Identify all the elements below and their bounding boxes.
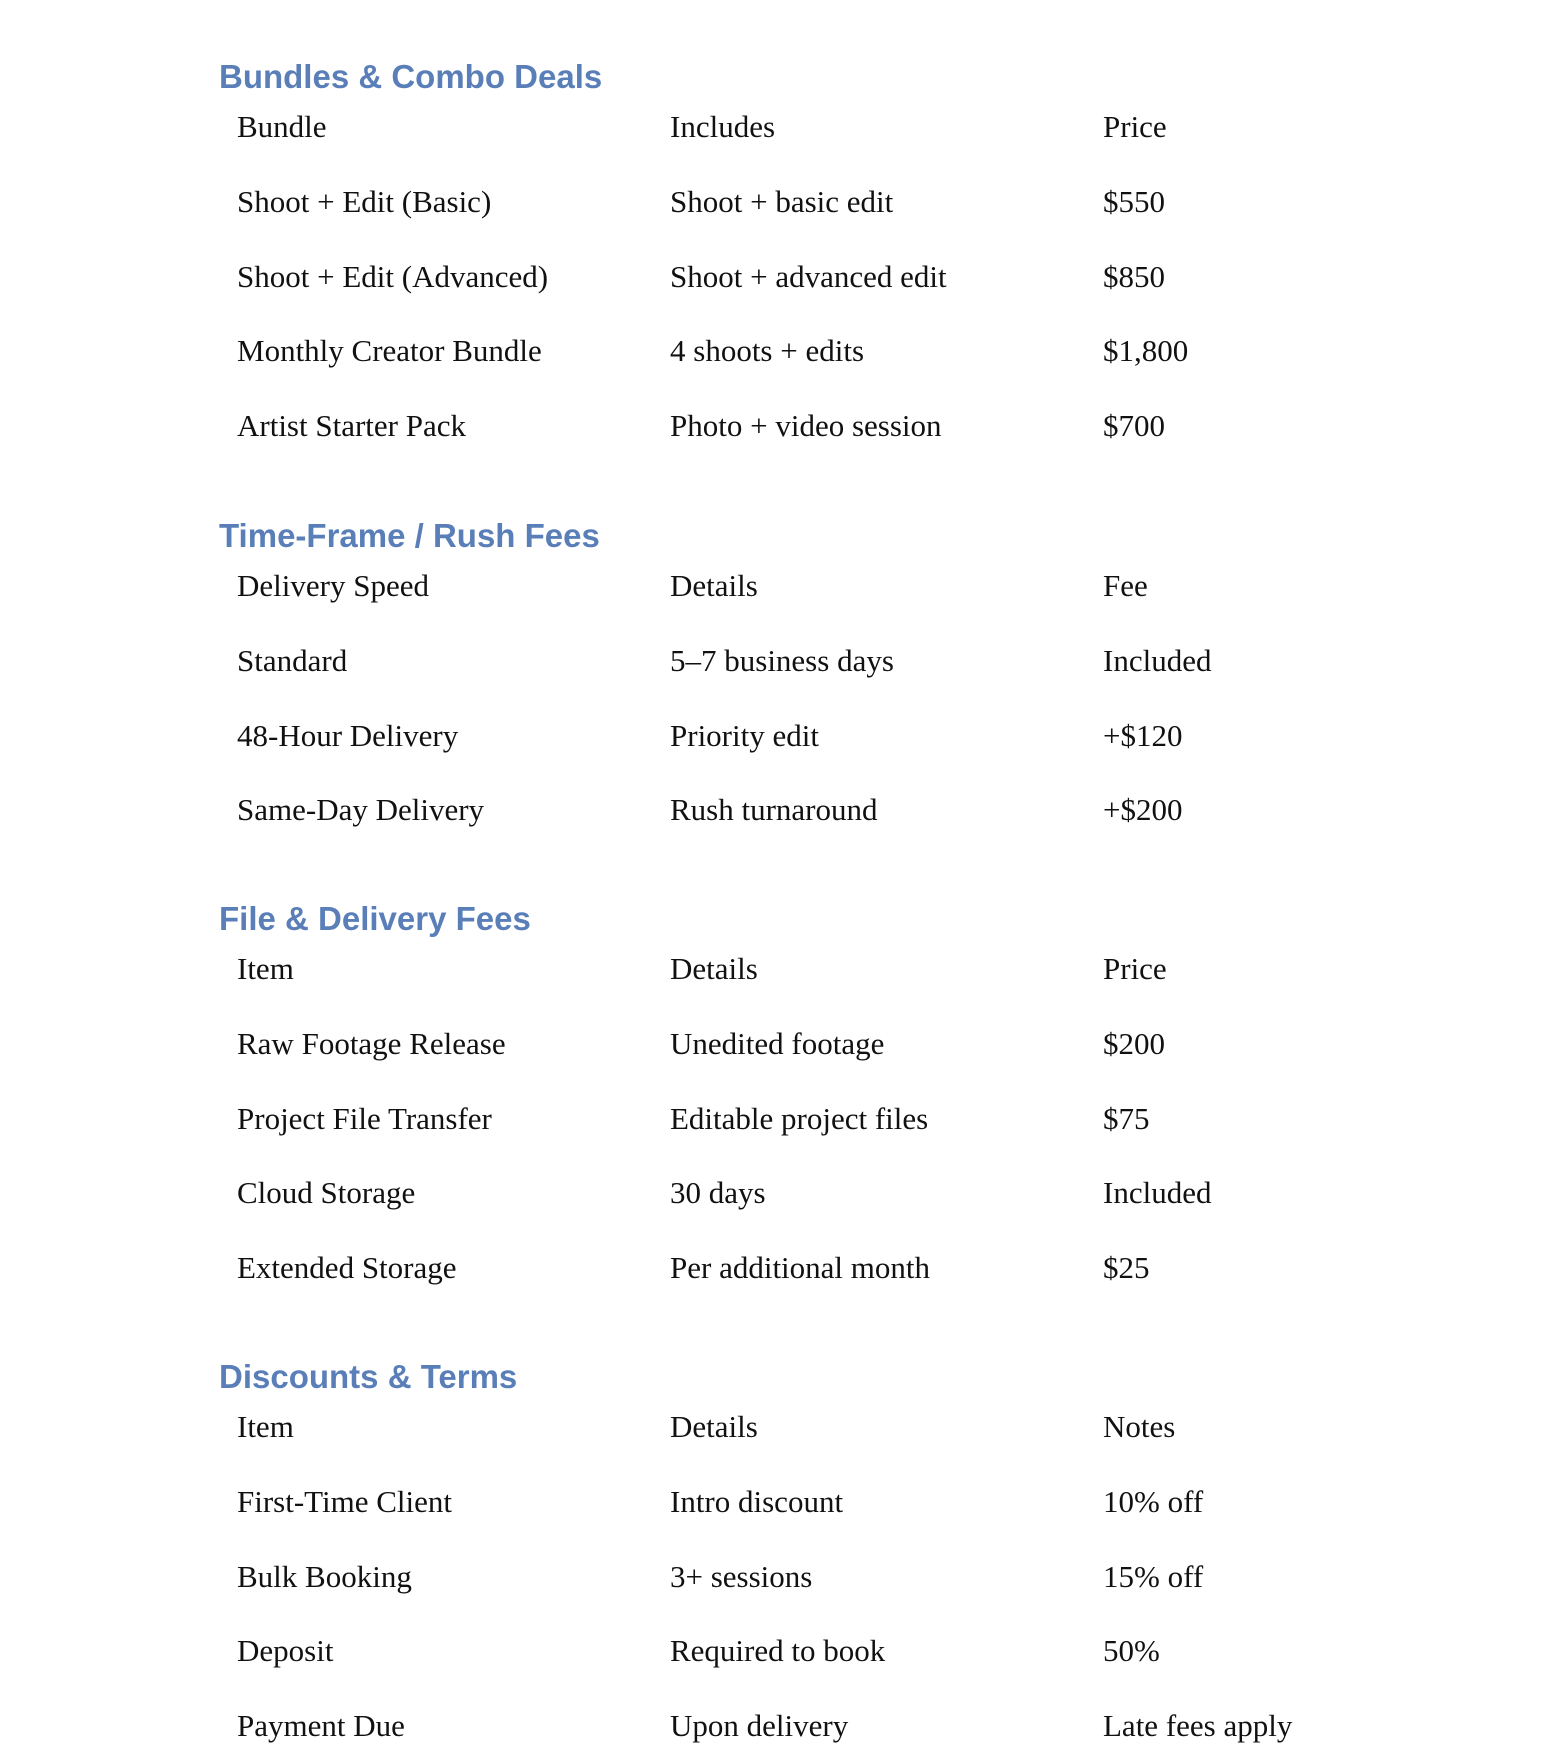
table-cell: Late fees apply xyxy=(1103,1708,1293,1744)
table-cell: Bulk Booking xyxy=(237,1558,412,1594)
table-cell: Upon delivery xyxy=(670,1708,849,1744)
column-header: Price xyxy=(1103,951,1167,986)
table-row xyxy=(0,1024,1565,1064)
table-row xyxy=(0,1706,1565,1746)
table-cell: First-Time Client xyxy=(237,1483,453,1519)
table-cell: $850 xyxy=(1103,258,1165,294)
table-cell: Raw Footage Release xyxy=(237,1025,506,1061)
column-header: Details xyxy=(670,951,758,986)
table-cell: $550 xyxy=(1103,183,1165,219)
table-cell: Project File Transfer xyxy=(237,1100,492,1136)
table-cell: Rush turnaround xyxy=(670,792,878,828)
table-cell: $25 xyxy=(1103,1250,1150,1286)
table-cell: 3+ sessions xyxy=(670,1558,813,1594)
table-row xyxy=(0,1099,1565,1139)
table-header-row xyxy=(0,949,1565,989)
table-cell: Shoot + basic edit xyxy=(670,183,894,219)
table-cell: 30 days xyxy=(670,1175,766,1211)
table-row xyxy=(0,716,1565,756)
section-heading: Bundles & Combo Deals xyxy=(219,58,603,95)
table-cell: Priority edit xyxy=(670,717,819,753)
table-cell: 10% off xyxy=(1103,1483,1204,1519)
table-cell: 48-Hour Delivery xyxy=(237,717,459,753)
table-cell: Intro discount xyxy=(670,1483,844,1519)
table-cell: Deposit xyxy=(237,1633,334,1669)
table-cell: Extended Storage xyxy=(237,1250,457,1286)
table-cell: Included xyxy=(1103,1175,1212,1211)
table-cell: 15% off xyxy=(1103,1558,1204,1594)
table-cell: Cloud Storage xyxy=(237,1175,416,1211)
table-cell: Standard xyxy=(237,642,348,678)
column-header: Delivery Speed xyxy=(237,568,429,603)
table-cell: 50% xyxy=(1103,1633,1160,1669)
table-cell: $1,800 xyxy=(1103,333,1189,369)
table-cell: Editable project files xyxy=(670,1100,929,1136)
table-cell: Unedited footage xyxy=(670,1025,885,1061)
table-cell: +$120 xyxy=(1103,717,1183,753)
table-cell: Per additional month xyxy=(670,1250,931,1286)
table-header-row xyxy=(0,1407,1565,1447)
table-cell: Shoot + advanced edit xyxy=(670,258,947,294)
table-row xyxy=(0,1173,1565,1213)
table-cell: +$200 xyxy=(1103,792,1183,828)
section-heading: File & Delivery Fees xyxy=(219,900,531,937)
table-cell: Shoot + Edit (Advanced) xyxy=(237,258,549,294)
table-cell: 5–7 business days xyxy=(670,642,894,678)
table-cell: Shoot + Edit (Basic) xyxy=(237,183,492,219)
table-cell: Required to book xyxy=(670,1633,886,1669)
table-cell: Same-Day Delivery xyxy=(237,792,485,828)
section-heading: Discounts & Terms xyxy=(219,1358,518,1395)
column-header: Price xyxy=(1103,109,1167,144)
column-header: Includes xyxy=(670,109,776,144)
table-row xyxy=(0,406,1565,446)
column-header: Fee xyxy=(1103,568,1148,603)
table-row xyxy=(0,331,1565,371)
table-row xyxy=(0,1482,1565,1522)
table-row xyxy=(0,182,1565,222)
table-cell: 4 shoots + edits xyxy=(670,333,865,369)
section-heading: Time-Frame / Rush Fees xyxy=(219,517,600,554)
table-cell: $200 xyxy=(1103,1025,1165,1061)
column-header: Bundle xyxy=(237,109,327,144)
table-row xyxy=(0,257,1565,297)
table-cell: Monthly Creator Bundle xyxy=(237,333,542,369)
table-cell: Included xyxy=(1103,642,1212,678)
column-header: Notes xyxy=(1103,1409,1176,1444)
column-header: Item xyxy=(237,1409,294,1444)
table-cell: Payment Due xyxy=(237,1708,405,1744)
table-header-row xyxy=(0,107,1565,147)
column-header: Details xyxy=(670,1409,758,1444)
column-header: Item xyxy=(237,951,294,986)
table-row xyxy=(0,1631,1565,1671)
table-header-row xyxy=(0,566,1565,606)
table-cell: $700 xyxy=(1103,408,1165,444)
column-header: Details xyxy=(670,568,758,603)
table-row xyxy=(0,790,1565,830)
table-row xyxy=(0,641,1565,681)
table-cell: $75 xyxy=(1103,1100,1150,1136)
table-row xyxy=(0,1557,1565,1597)
table-row xyxy=(0,1248,1565,1288)
table-cell: Photo + video session xyxy=(670,408,942,444)
table-cell: Artist Starter Pack xyxy=(237,408,467,444)
